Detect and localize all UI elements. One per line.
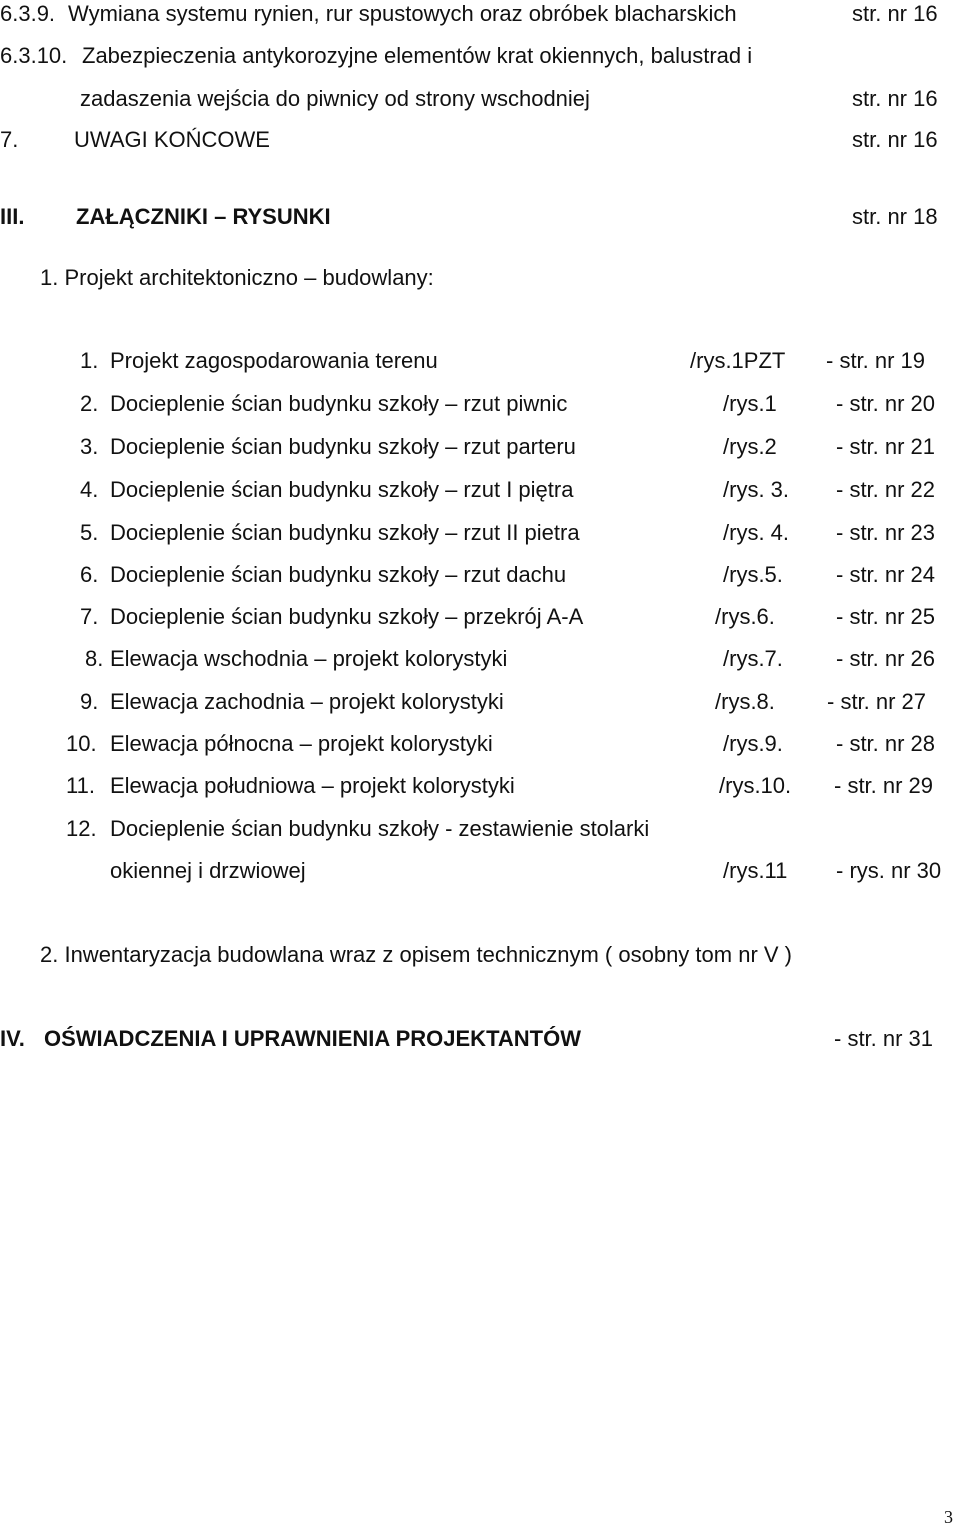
drawing-title: Docieplenie ścian budynku szkoły – rzut dachu [110, 562, 567, 587]
drawing-title: Docieplenie ścian budynku szkoły – przekrój A-A [110, 604, 584, 629]
subsection-1-label: 1. Projekt architektoniczno – budowlany: [40, 265, 434, 290]
section-iv-number: IV. [0, 1026, 25, 1051]
toc-639-page: str. nr 16 [852, 1, 938, 26]
section-iv-page: - str. nr 31 [834, 1026, 934, 1051]
drawing-title: Elewacja wschodnia – projekt kolorystyki [110, 646, 508, 671]
subsection-2-label: 2. Inwentaryzacja budowlana wraz z opisem technicznym ( osobny tom nr V ) [40, 942, 792, 967]
drawing-page: - str. nr 28 [836, 731, 936, 756]
drawing-title: Elewacja północna – projekt kolorystyki [110, 731, 493, 756]
drawing-page: - str. nr 29 [834, 773, 934, 798]
toc-6310-title-line1: Zabezpieczenia antykorozyjne elementów krat okiennych, balustrad i [82, 43, 753, 68]
drawing-page: - str. nr 24 [836, 562, 936, 587]
drawing-page: - str. nr 23 [836, 520, 936, 545]
drawing-page: - rys. nr 30 [836, 858, 942, 883]
toc-639-number: 6.3.9. [0, 1, 56, 26]
drawing-number: 10. [66, 731, 97, 756]
drawing-number: 3. [80, 434, 99, 459]
drawing-page: - str. nr 20 [836, 391, 936, 416]
toc-7-page: str. nr 16 [852, 127, 938, 152]
toc-6310-page: str. nr 16 [852, 86, 938, 111]
drawing-number: 12. [66, 816, 97, 841]
drawing-ref: /rys. 4. [723, 520, 790, 545]
drawing-ref: /rys.11 [723, 858, 788, 883]
drawing-number: 8. [85, 646, 104, 671]
drawing-number: 11. [66, 773, 95, 798]
drawing-ref: /rys.1PZT [690, 348, 786, 373]
drawing-title: Docieplenie ścian budynku szkoły - zestawienie stolarki [110, 816, 650, 841]
page-number: 3 [944, 1507, 953, 1527]
drawing-page: - str. nr 19 [826, 348, 926, 373]
section-iii-page: str. nr 18 [852, 204, 938, 229]
drawing-page: - str. nr 25 [836, 604, 936, 629]
drawing-page: - str. nr 22 [836, 477, 936, 502]
toc-7-title: UWAGI KOŃCOWE [74, 127, 270, 152]
drawing-ref: /rys.2 [723, 434, 777, 459]
toc-639-title: Wymiana systemu rynien, rur spustowych oraz obróbek blacharskich [68, 1, 737, 26]
toc-6310-number: 6.3.10. [0, 43, 68, 68]
drawing-ref: /rys.5. [723, 562, 783, 587]
drawing-title: Projekt zagospodarowania terenu [110, 348, 438, 373]
drawing-title-line2: okiennej i drzwiowej [110, 858, 306, 883]
section-iv-title: OŚWIADCZENIA I UPRAWNIENIA PROJEKTANTÓW [44, 1026, 581, 1051]
drawing-ref: /rys. 3. [723, 477, 790, 502]
drawing-number: 9. [80, 689, 99, 714]
drawing-ref: /rys.1 [723, 391, 777, 416]
drawing-title: Docieplenie ścian budynku szkoły – rzut parteru [110, 434, 576, 459]
drawing-ref: /rys.10. [719, 773, 792, 798]
drawing-title: Docieplenie ścian budynku szkoły – rzut piwnic [110, 391, 568, 416]
drawing-title: Docieplenie ścian budynku szkoły – rzut II pietra [110, 520, 580, 545]
drawing-ref: /rys.8. [715, 689, 775, 714]
drawing-number: 5. [80, 520, 99, 545]
drawing-ref: /rys.9. [723, 731, 783, 756]
section-iii-title: ZAŁĄCZNIKI – RYSUNKI [76, 204, 331, 229]
drawing-ref: /rys.6. [715, 604, 775, 629]
section-iii-number: III. [0, 204, 25, 229]
drawing-title: Elewacja południowa – projekt kolorystyki [110, 773, 515, 798]
drawing-number: 6. [80, 562, 99, 587]
drawing-title: Docieplenie ścian budynku szkoły – rzut I piętra [110, 477, 574, 502]
drawing-title: Elewacja zachodnia – projekt kolorystyki [110, 689, 504, 714]
drawing-page: - str. nr 21 [836, 434, 936, 459]
drawing-page: - str. nr 27 [827, 689, 927, 714]
drawing-number: 1. [80, 348, 99, 373]
drawing-number: 4. [80, 477, 99, 502]
drawing-page: - str. nr 26 [836, 646, 936, 671]
drawing-ref: /rys.7. [723, 646, 783, 671]
drawing-number: 2. [80, 391, 99, 416]
drawing-number: 7. [80, 604, 99, 629]
toc-7-number: 7. [0, 127, 19, 152]
toc-6310-title-line2: zadaszenia wejścia do piwnicy od strony wschodniej [80, 86, 590, 111]
